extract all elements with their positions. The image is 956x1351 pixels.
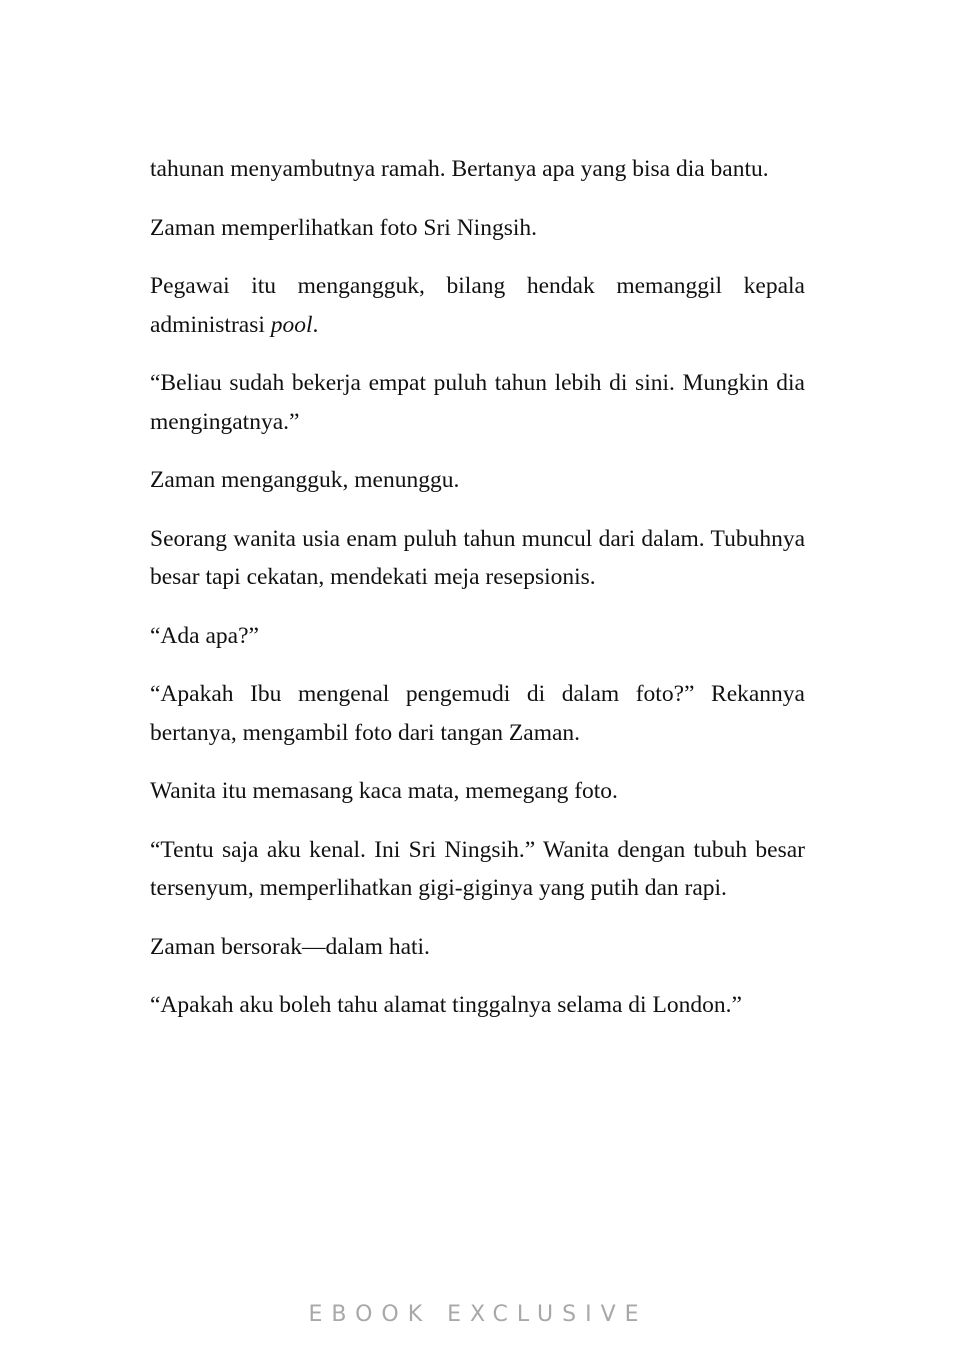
paragraph: “Beliau sudah bekerja empat puluh tahun lebih di sini. Mungkin dia mengingatnya.” — [150, 370, 805, 435]
page-body — [150, 150, 805, 1045]
footer-watermark: EBOOK EXCLUSIVE — [308, 1302, 648, 1327]
paragraph: “Apakah Ibu mengenal pengemudi di dalam foto?” Rekannya bertanya, mengambil foto dari tangan Zaman. — [150, 681, 805, 746]
paragraph-text: Pegawai itu mengangguk, bilang hendak memanggil kepala administrasi — [150, 273, 805, 338]
paragraph: Wanita itu memasang kaca mata, memegang foto. — [150, 778, 618, 804]
paragraph: Zaman mengangguk, menunggu. — [150, 467, 460, 493]
paragraph: Zaman bersorak—dalam hati. — [150, 933, 430, 960]
paragraph: “Ada apa?” — [150, 622, 259, 649]
paragraph: “Tentu saja aku kenal. Ini Sri Ningsih.” Wanita dengan tubuh besar tersenyum, memperlihatkan gigi-giginya yang putih dan rapi. — [150, 836, 805, 901]
italic-term: pool — [270, 311, 313, 338]
paragraph: Zaman memperlihatkan foto Sri Ningsih. — [150, 214, 538, 241]
paragraph: Seorang wanita usia enam puluh tahun muncul dari dalam. Tubuhnya besar tapi cekatan, mendekati meja resepsionis. — [150, 525, 805, 590]
paragraph: tahunan menyambutnya ramah. Bertanya apa yang bisa dia bantu. — [150, 156, 769, 182]
paragraph-text-end: . — [312, 311, 319, 338]
paragraph: “Apakah aku boleh tahu alamat tinggalnya selama di London.” — [150, 992, 742, 1018]
paragraph — [150, 267, 805, 344]
